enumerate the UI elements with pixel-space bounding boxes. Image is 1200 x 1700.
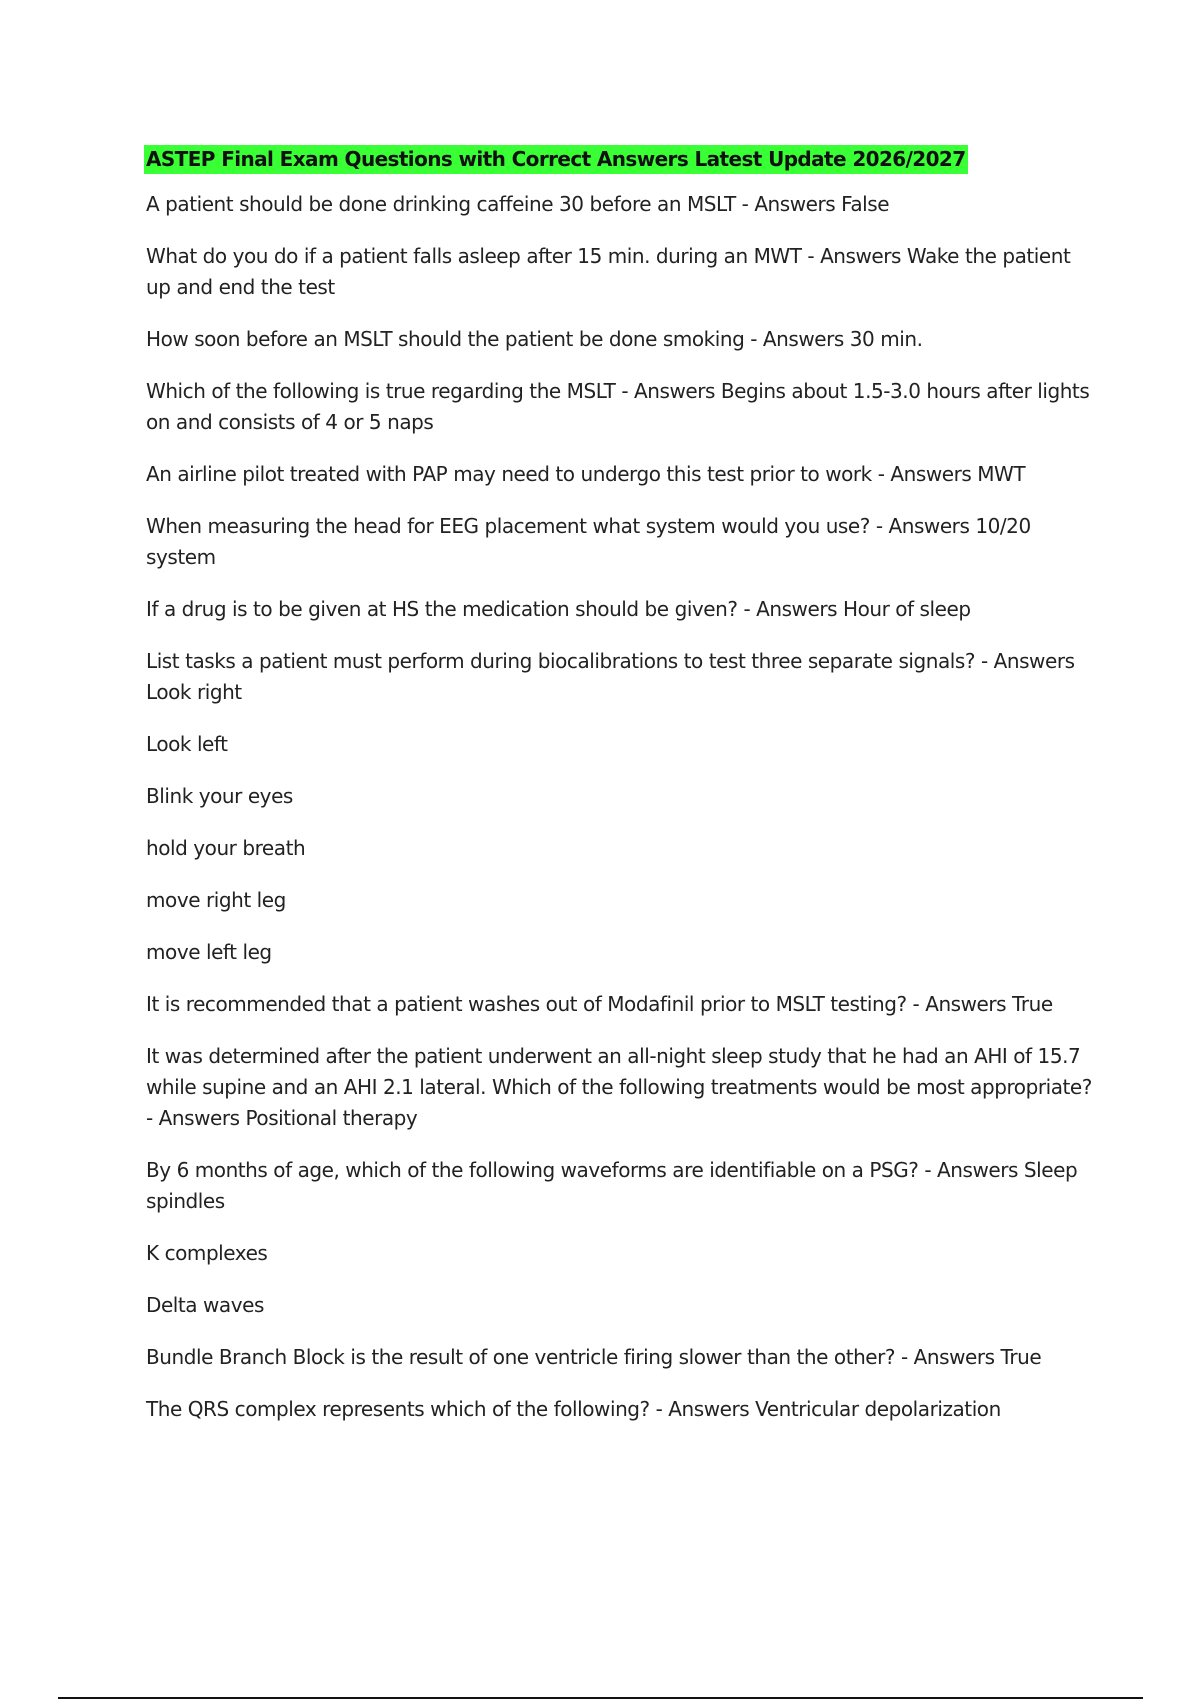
footer-rule — [58, 1697, 1143, 1699]
qa-item: It was determined after the patient underwent an all-night sleep study that he had an AHI of 15.7 while supine and an AHI 2.1 lateral. Which of the following treatments would be most appropriate? - Answers Positional therapy — [146, 1044, 1092, 1130]
qa-item: Blink your eyes — [146, 784, 293, 808]
qa-item: An airline pilot treated with PAP may need to undergo this test prior to work - Answers MWT — [146, 462, 1026, 486]
document-title: ASTEP Final Exam Questions with Correct Answers Latest Update 2026/2027 — [144, 145, 968, 174]
qa-item: Look left — [146, 732, 228, 756]
qa-item: Delta waves — [146, 1293, 264, 1317]
qa-item: When measuring the head for EEG placement what system would you use? - Answers 10/20 system — [146, 514, 1031, 569]
document-body — [146, 145, 1096, 1446]
qa-list — [146, 189, 1096, 1425]
qa-item: It is recommended that a patient washes out of Modafinil prior to MSLT testing? - Answers True — [146, 992, 1053, 1016]
qa-item: K complexes — [146, 1241, 268, 1265]
qa-item: move left leg — [146, 940, 272, 964]
qa-item: move right leg — [146, 888, 286, 912]
qa-item: If a drug is to be given at HS the medication should be given? - Answers Hour of sleep — [146, 597, 971, 621]
qa-item: What do you do if a patient falls asleep after 15 min. during an MWT - Answers Wake the patient up and end the test — [146, 244, 1071, 299]
qa-item: Bundle Branch Block is the result of one ventricle firing slower than the other? - Answers True — [146, 1345, 1042, 1369]
qa-item: A patient should be done drinking caffeine 30 before an MSLT - Answers False — [146, 192, 890, 216]
qa-item: By 6 months of age, which of the following waveforms are identifiable on a PSG? - Answers Sleep spindles — [146, 1158, 1078, 1213]
qa-item: How soon before an MSLT should the patient be done smoking - Answers 30 min. — [146, 327, 923, 351]
qa-item: List tasks a patient must perform during biocalibrations to test three separate signals? - Answers Look right — [146, 649, 1075, 704]
qa-item: The QRS complex represents which of the following? - Answers Ventricular depolarization — [146, 1397, 1001, 1421]
qa-item: Which of the following is true regarding the MSLT - Answers Begins about 1.5-3.0 hours after lights on and consists of 4 or 5 naps — [146, 379, 1090, 434]
qa-item: hold your breath — [146, 836, 306, 860]
